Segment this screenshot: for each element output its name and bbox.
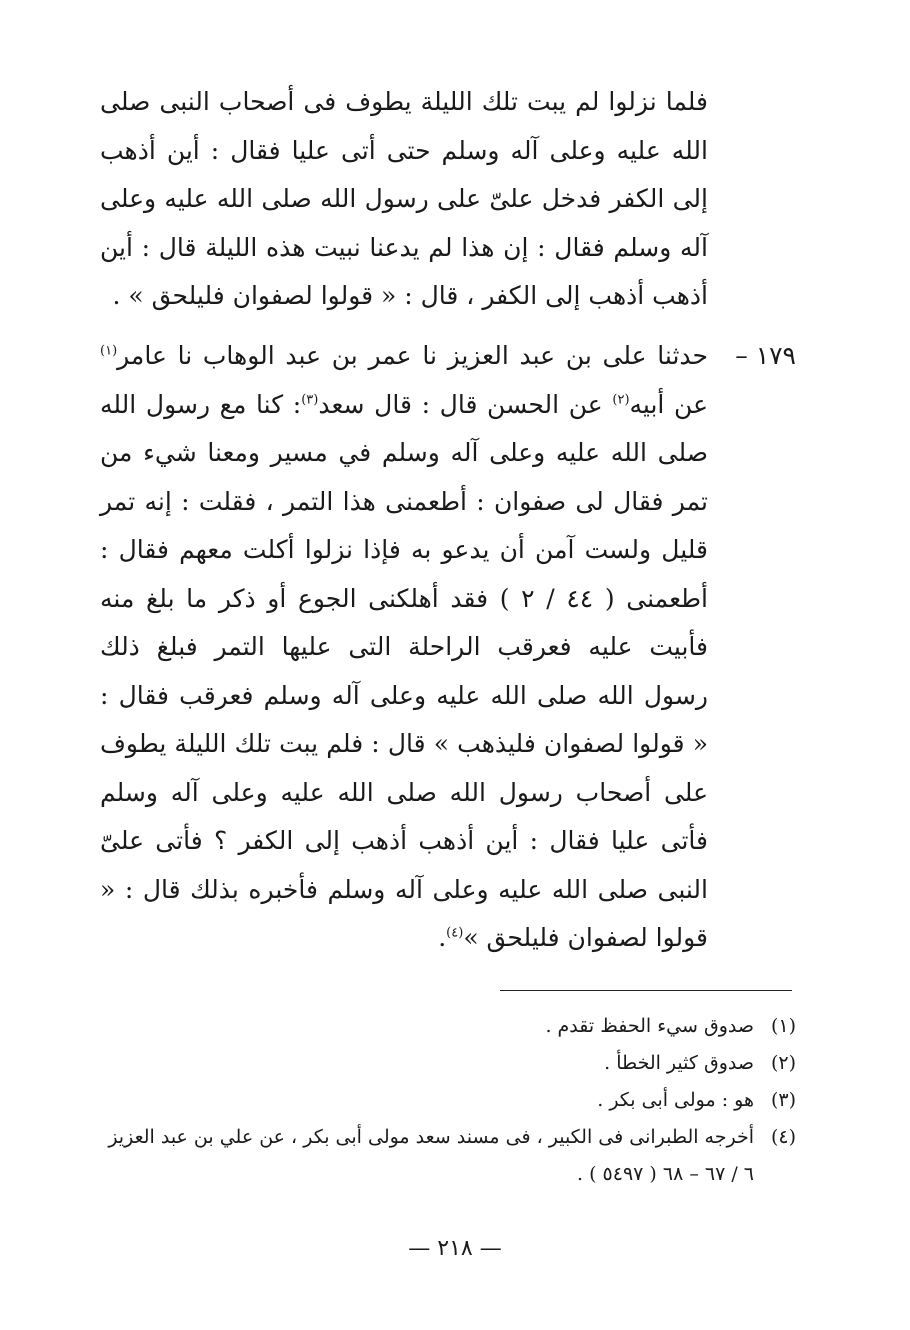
footnote-item <box>100 1082 796 1119</box>
continuation-paragraph: فلما نزلوا لم يبت تلك الليلة يطوف فى أصحاب النبى صلى الله عليه وعلى آله وسلم حتى أتى عليا فقال : أين أذهب إلى الكفر فدخل علىّ على رسول الله صلى الله عليه وعلى آله وسلم فقال : إن هذا لم يدعنا نبيت هذه الليلة قال : أين أذهب أذهب إلى الكفر ، قال : « قولوا لصفوان فليلحق » . <box>100 87 708 310</box>
footnote-text: صدوق كثير الخطأ . <box>604 1052 754 1074</box>
footnote-text: أخرجه الطبرانى فى الكبير ، فى مسند سعد مولى أبى بكر ، عن علي بن عبد العزيز ٦ / ٦٧ – ٦٨ ( ٥٤٩٧ ) . <box>108 1126 754 1185</box>
footnote-number: (٤) <box>770 1126 796 1148</box>
footnote-ref-3[interactable]: (٣) <box>301 392 319 408</box>
hadith-text-segment: : كنا مع رسول الله صلى الله عليه وعلى آله وسلم في مسير ومعنا شيء من تمر فقال لى صفوان : أطعمنى هذا التمر ، فقلت : إنه تمر قليل ولست آمن أن يدعو به فإذا نزلوا أكلت معهم فقال : أطعمنى ( ٤٤ / ٢ ) فقد أهلكنى الجوع أو ذكر ما بلغ منه فأبيت عليه فعرقب الراحلة التى عليها التمر فبلغ ذلك رسول الله صلى الله عليه وعلى آله وسلم فعرقب فقال : « قولوا لصفوان فليذهب » قال : فلم يبت تلك الليلة يطوف على أصحاب رسول الله صلى الله عليه وعلى آله وسلم فأتى عليا فقال : أين أذهب أذهب إلى الكفر ؟ فأتى علىّ النبى صلى الله عليه وعلى آله وسلم فأخبره بذلك قال : « قولوا لصفوان فليلحق » <box>100 389 708 952</box>
hadith-paragraph <box>100 332 708 963</box>
footnotes-list <box>100 1008 796 1193</box>
footnote-item <box>100 1045 796 1082</box>
footnote-number: (١) <box>770 1015 796 1037</box>
footnote-separator <box>500 990 792 991</box>
footnote-ref-1[interactable]: (١) <box>100 343 118 359</box>
footnote-text: صدوق سيء الحفظ تقدم . <box>545 1015 754 1037</box>
hadith-text-segment: . <box>438 923 447 952</box>
footnote-number: (٣) <box>770 1089 796 1111</box>
hadith-number: ١٧٩ – <box>735 341 796 370</box>
footnote-number: (٢) <box>770 1052 796 1074</box>
page-number: — ٢١٨ — <box>408 1236 502 1261</box>
footnote-ref-4[interactable]: (٤) <box>446 925 464 941</box>
hadith-text-segment: حدثنا على بن عبد العزيز نا عمر بن عبد الوهاب نا عامر <box>117 341 708 370</box>
footnote-item <box>100 1008 796 1045</box>
footnote-text: هو : مولى أبى بكر . <box>597 1089 754 1111</box>
hadith-text-segment: عن أبيه <box>629 389 709 419</box>
hadith-text-segment: عن الحسن قال : قال سعد <box>318 389 613 419</box>
footnote-item <box>100 1119 796 1193</box>
footnote-ref-2[interactable]: (٢) <box>612 392 630 408</box>
